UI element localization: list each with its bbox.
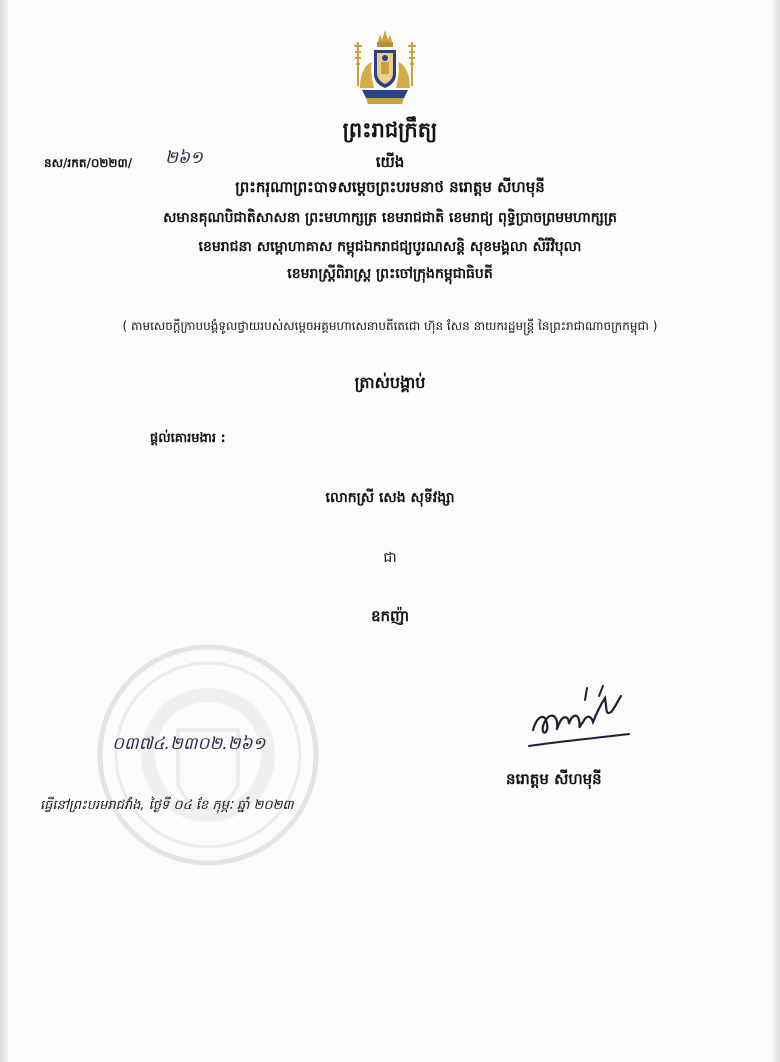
recommendation-note: ( តាមសេចក្តីក្រាបបង្គំទូលថ្វាយរបស់សម្តេចអគ្គមហាសេនាបតីតេជោ ហ៊ុន សែន នាយករដ្ឋមន្ត្រី នៃព្រះរាជាណាចក្រកម្ពុជា )	[122, 319, 658, 333]
order-heading: ត្រាស់បង្គាប់	[354, 373, 426, 392]
grant-label: ផ្តល់គោរមងារ :	[150, 431, 226, 446]
reference-handwritten-number: ២៦១	[165, 148, 203, 168]
signatory-name: នរោត្តម សីហមុនី	[506, 770, 602, 788]
conjunction-text: ជា	[383, 550, 397, 566]
king-titles-line-2: សមានគុណបិជាតិសាសនា ព្រះមហាក្សត្រ ខេមរាជជាតិ ខេមរាជ្យ ពុទ្ធិប្រាចព្រមមហាក្សត្រ	[163, 210, 617, 226]
recipient-name: លោកស្រី សេង សុទីវង្សា	[325, 490, 455, 506]
royal-signature-icon	[525, 682, 635, 754]
reference-number: នស/រកត/០២២៣/	[44, 156, 133, 170]
royal-arms-emblem-icon	[348, 28, 422, 108]
king-titles-line-3: ខេមរាជនា សម្ពោហាគាស កម្ពុជឯករាជជ្យបូរណសន្តិ សុខមង្គលា សិរីវិបុលា	[198, 239, 582, 255]
heading-we: យើង	[375, 153, 405, 171]
king-name-line: ព្រះករុណាព្រះបាទសម្តេចព្រះបរមនាថ នរោត្តម សីហមុនី	[235, 178, 545, 196]
issue-date-line: ធ្វើនៅព្រះបរមរាជវាំង, ថ្ងៃទី ០៤ ខែ កុម្ភៈ ឆ្នាំ ២០២៣	[40, 798, 294, 813]
king-titles-line-4: ខេមរាស្ត្រីពិរាស្ត្រ ព្រះចៅក្រុងកម្ពុជាធិបតី	[287, 266, 493, 282]
handwritten-registry-number: ០៣៧៤.២៣០២.២៦១	[112, 734, 266, 754]
honorific-rank: ឧកញ៉ា	[370, 607, 410, 625]
decree-title: ព្រះរាជក្រឹត្យ	[342, 118, 438, 142]
